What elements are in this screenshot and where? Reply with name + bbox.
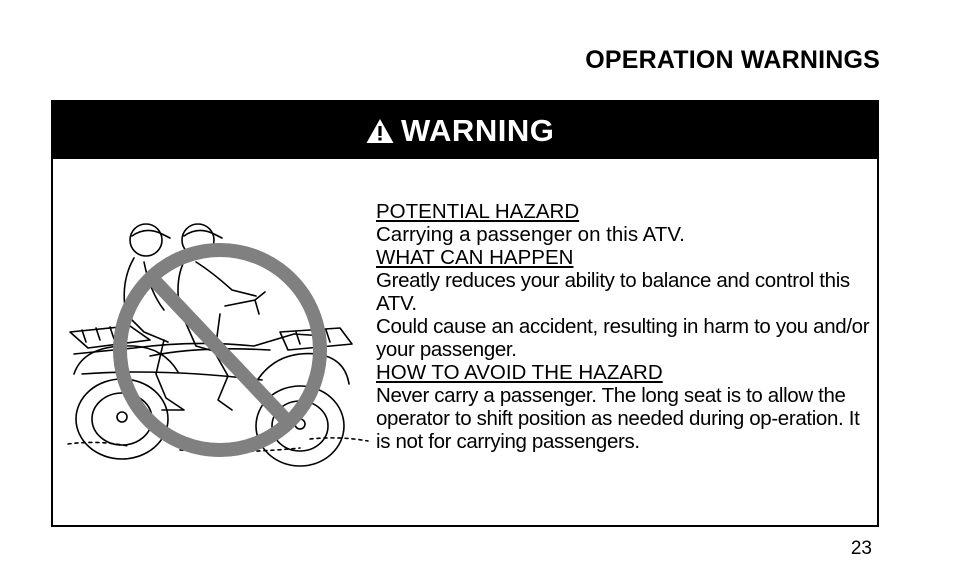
hazard-text: Carrying a passenger on this ATV. <box>376 223 685 246</box>
warning-header <box>53 102 877 159</box>
avoid-hazard-text: Never carry a passenger. The long seat is to allow the operator to shift position as needed during op-eration. It is not for carrying passengers. <box>376 384 860 453</box>
warning-box <box>51 100 879 527</box>
hazard-heading: POTENTIAL HAZARD <box>376 200 580 223</box>
what-can-happen-heading: WHAT CAN HAPPEN <box>376 246 574 269</box>
prohibited-passenger-illustration <box>60 214 370 476</box>
warning-text <box>376 200 874 453</box>
warning-triangle-icon <box>365 117 395 145</box>
section-title: OPERATION WARNINGS <box>585 46 880 74</box>
prohibited-passenger-atv-icon <box>60 214 370 476</box>
warning-label: WARNING <box>401 112 555 148</box>
what-can-happen-text-2: Could cause an accident, resulting in harm to you and/or your passenger. <box>376 315 870 361</box>
what-can-happen-text-1: Greatly reduces your ability to balance and control this ATV. <box>376 269 850 315</box>
avoid-hazard-heading: HOW TO AVOID THE HAZARD <box>376 361 663 384</box>
page-number: 23 <box>850 538 872 559</box>
